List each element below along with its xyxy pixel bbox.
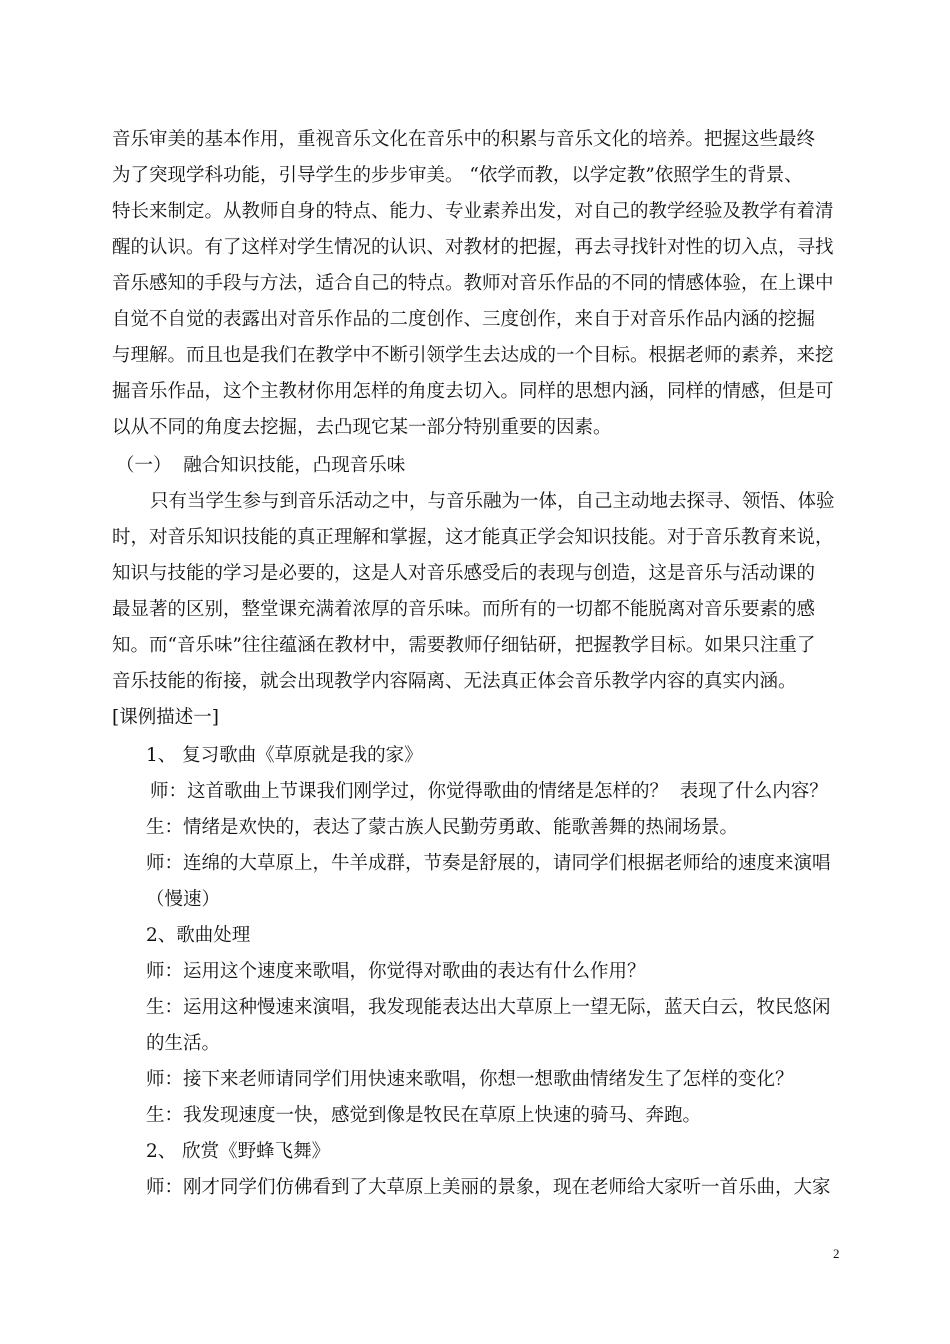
text-line: 自觉不自觉的表露出对音乐作品的二度创作、三度创作，来自于对音乐作品内涵的挖掘 bbox=[112, 309, 816, 330]
text-line: 音乐技能的衔接，就会出现教学内容隔离、无法真正体会音乐教学内容的真实内涵。 bbox=[112, 671, 797, 692]
list-item: 1、 复习歌曲《草原就是我的家》 bbox=[146, 745, 423, 766]
text-line: 最显著的区别，整堂课充满着浓厚的音乐味。而所有的一切都不能脱离对音乐要素的感 bbox=[112, 599, 816, 620]
text-line: 知识与技能的学习是必要的，这是人对音乐感受后的表现与创造，这是音乐与活动课的 bbox=[112, 563, 816, 584]
text-line: 只有当学生参与到音乐活动之中，与音乐融为一体，自己主动地去探寻、领悟、体验 bbox=[150, 491, 835, 512]
dialogue-line: 生：运用这种慢速来演唱，我发现能表达出大草原上一望无际，蓝天白云，牧民悠闲 bbox=[146, 997, 831, 1018]
text-line: 以从不同的角度去挖掘，去凸现它某一部分特别重要的因素。 bbox=[112, 417, 612, 438]
text-line: 音乐感知的手段与方法，适合自己的特点。教师对音乐作品的不同的情感体验，在上课中 bbox=[112, 273, 834, 294]
text-line: 知。而“音乐味”往往蕴涵在教材中，需要教师仔细钻研，把握教学目标。如果只注重了 bbox=[112, 635, 816, 656]
dialogue-line: 师：接下来老师请同学们用快速来歌唱，你想一想歌曲情绪发生了怎样的变化？ bbox=[146, 1069, 794, 1090]
dialogue-line: 的生活。 bbox=[146, 1033, 221, 1054]
section-heading: （一） 融合知识技能，凸现音乐味 bbox=[116, 455, 406, 476]
text-line: 为了突现学科功能，引导学生的步步审美。 “依学而教，以学定教”依照学生的背景、 bbox=[112, 165, 803, 186]
text-line: 掘音乐作品，这个主教材你用怎样的角度去切入。同样的思想内涵，同样的情感，但是可 bbox=[112, 381, 834, 402]
dialogue-line: 师：连绵的大草原上，牛羊成群，节奏是舒展的，请同学们根据老师给的速度来演唱 bbox=[146, 853, 831, 874]
list-item: 2、 欣赏《野蜂飞舞》 bbox=[146, 1141, 331, 1162]
dialogue-line: 师：运用这个速度来歌唱，你觉得对歌曲的表达有什么作用？ bbox=[146, 961, 646, 982]
text-line: 与理解。而且也是我们在教学中不断引领学生去达成的一个目标。根据老师的素养，来挖 bbox=[112, 345, 834, 366]
example-label: [课例描述一] bbox=[112, 707, 219, 728]
dialogue-line: （慢速） bbox=[146, 889, 221, 910]
text-line: 醒的认识。有了这样对学生情况的认识、对教材的把握，再去寻找针对性的切入点，寻找 bbox=[112, 237, 834, 258]
list-item: 2、歌曲处理 bbox=[146, 925, 251, 946]
page-number: 2 bbox=[833, 1246, 840, 1261]
text-line: 时，对音乐知识技能的真正理解和掌握，这才能真正学会知识技能。对于音乐教育来说， bbox=[112, 527, 834, 548]
dialogue-line: 生：情绪是欢快的，表达了蒙古族人民勤劳勇敢、能歌善舞的热闹场景。 bbox=[146, 817, 739, 838]
text-line: 音乐审美的基本作用，重视音乐文化在音乐中的积累与音乐文化的培养。把握这些最终 bbox=[112, 129, 816, 150]
text-line: 特长来制定。从教师自身的特点、能力、专业素养出发，对自己的教学经验及教学有着清 bbox=[112, 201, 834, 222]
dialogue-line: 师：这首歌曲上节课我们刚学过，你觉得歌曲的情绪是怎样的？ 表现了什么内容？ bbox=[150, 781, 828, 802]
dialogue-line: 师：刚才同学们仿佛看到了大草原上美丽的景象，现在老师给大家听一首乐曲，大家 bbox=[146, 1177, 831, 1198]
dialogue-line: 生：我发现速度一快，感觉到像是牧民在草原上快速的骑马、奔跑。 bbox=[146, 1105, 702, 1126]
